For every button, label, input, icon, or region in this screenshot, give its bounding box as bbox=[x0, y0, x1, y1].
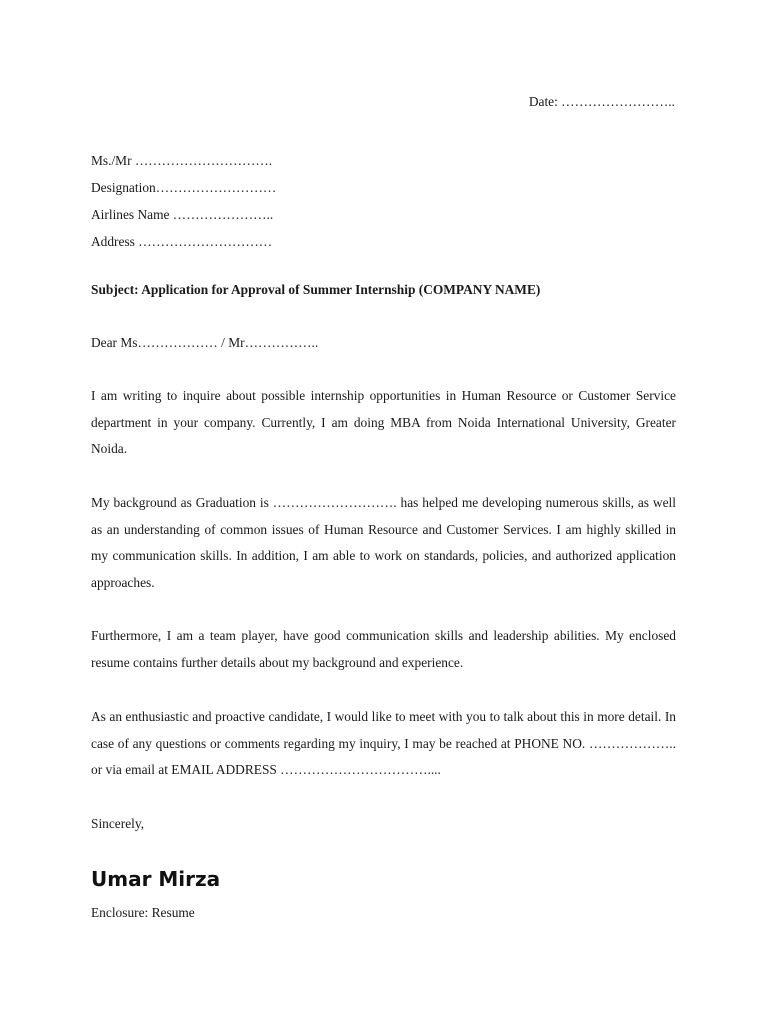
recipient-name-line: Ms./Mr …………………………. bbox=[91, 153, 273, 168]
recipient-address-line: Address ………………………… bbox=[91, 234, 273, 249]
body-paragraph-1: I am writing to inquire about possible internship opportunities in Human Resource or Customer Service department in your company. Currently, I am doing MBA from Noida International University, Greater Noida. bbox=[91, 388, 676, 457]
recipient-address-block bbox=[91, 147, 276, 255]
closing: Sincerely, bbox=[91, 816, 145, 831]
enclosure-line: Enclosure: Resume bbox=[91, 905, 195, 920]
date-line: Date: …………………….. bbox=[528, 94, 675, 109]
recipient-designation-line: Designation……………………… bbox=[91, 180, 277, 195]
body-paragraph-2: My background as Graduation is ………………………. has helped me developing numerous skills, as well as an understanding of common issues of Human Resource and Customer Services. I am highly skilled in my communication skills. In addition, I am able to work on standards, policies, and authorized application approaches. bbox=[91, 495, 676, 591]
signature-name: Umar Mirza bbox=[91, 867, 221, 891]
salutation: Dear Ms……………… / Mr…………….. bbox=[91, 335, 319, 350]
body-paragraph-3: Furthermore, I am a team player, have good communication skills and leadership abilities. My enclosed resume contains further details about my background and experience. bbox=[91, 628, 676, 670]
recipient-airline-line: Airlines Name ………………….. bbox=[91, 207, 274, 222]
body-paragraph-4: As an enthusiastic and proactive candidate, I would like to meet with you to talk about this in more detail. In case of any questions or comments regarding my inquiry, I may be reached at PHONE NO. ……………….. or via email at EMAIL ADDRESS …………………………….... bbox=[91, 709, 676, 778]
subject-line: Subject: Application for Approval of Summer Internship (COMPANY NAME) bbox=[91, 282, 541, 297]
